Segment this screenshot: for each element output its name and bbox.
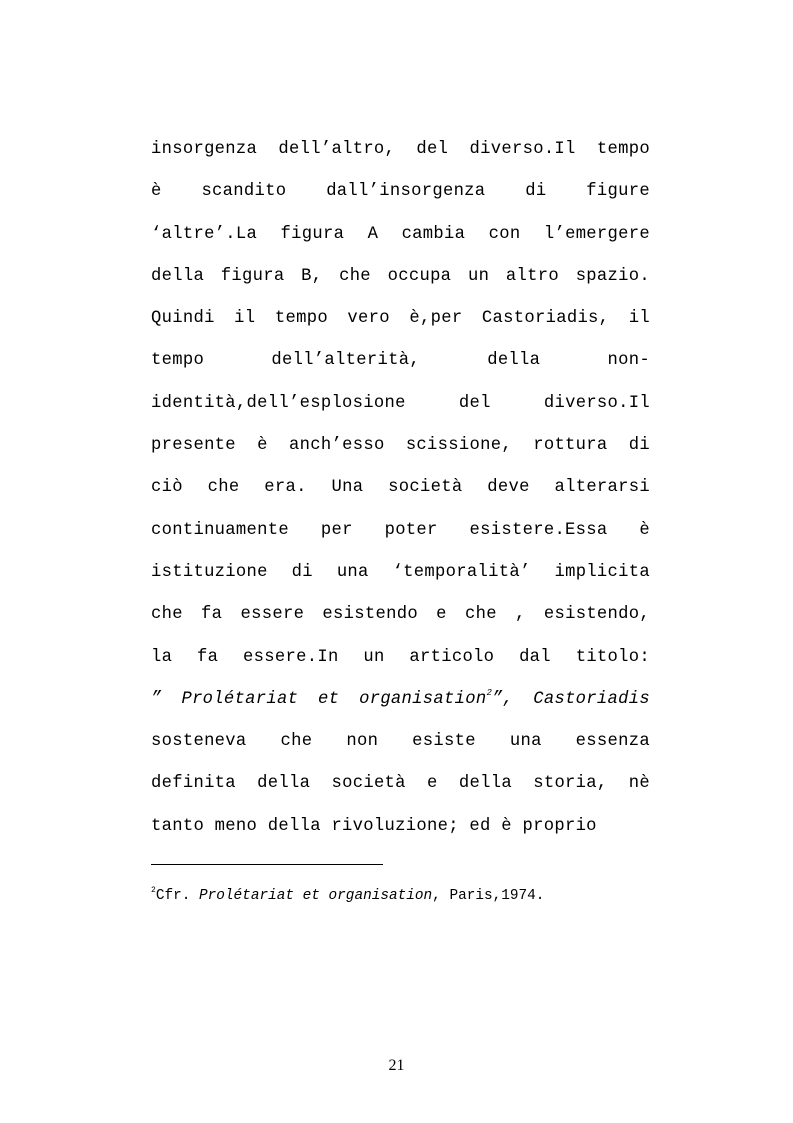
- body-paragraph: [151, 129, 650, 848]
- close-quote-text: ”, Castoriadis: [492, 689, 650, 709]
- text-line: che fa essere esistendo e che , esistendo,: [151, 605, 650, 625]
- text-line: definita della società e della storia, nè: [151, 774, 650, 794]
- text-line: tempo dell’alterità, della non-: [151, 351, 650, 371]
- text-line: ‘altre’.La figura A cambia con l’emergere: [151, 224, 650, 244]
- text-line: sosteneva che non esiste una essenza: [151, 732, 650, 752]
- footnote-separator: [151, 864, 383, 865]
- cited-title: Prolétariat et organisation: [181, 689, 487, 709]
- footnote-reference: 2: [486, 687, 493, 698]
- text-line: è scandito dall’insorgenza di figure: [151, 182, 650, 202]
- text-line: continuamente per poter esistere.Essa è: [151, 520, 650, 540]
- text-line: Quindi il tempo vero è,per Castoriadis, il: [151, 309, 650, 329]
- footnote-title: Prolétariat et organisation: [199, 888, 433, 904]
- text-line: la fa essere.In un articolo dal titolo:: [151, 647, 650, 667]
- footnote-prefix: Cfr.: [155, 888, 199, 904]
- text-line: ciò che era. Una società deve alterarsi: [151, 478, 650, 498]
- text-line: insorgenza dell’altro, del diverso.Il tempo: [151, 140, 650, 159]
- text-line: della figura B, che occupa un altro spazio.: [151, 266, 650, 286]
- text-line: identità,dell’esplosione del diverso.Il: [151, 393, 650, 413]
- open-quote: ”: [151, 689, 162, 709]
- footnote: [151, 888, 544, 904]
- footnote-number: 2: [151, 886, 156, 895]
- text-line: presente è anch’esso scissione, rottura di: [151, 436, 650, 456]
- text-line-with-citation: [151, 679, 650, 721]
- page-number: 21: [388, 1057, 405, 1074]
- text-line: tanto meno della rivoluzione; ed è proprio: [151, 816, 597, 836]
- text-line: istituzione di una ‘temporalità’ implicita: [151, 562, 650, 582]
- footnote-suffix: , Paris,1974.: [432, 888, 545, 904]
